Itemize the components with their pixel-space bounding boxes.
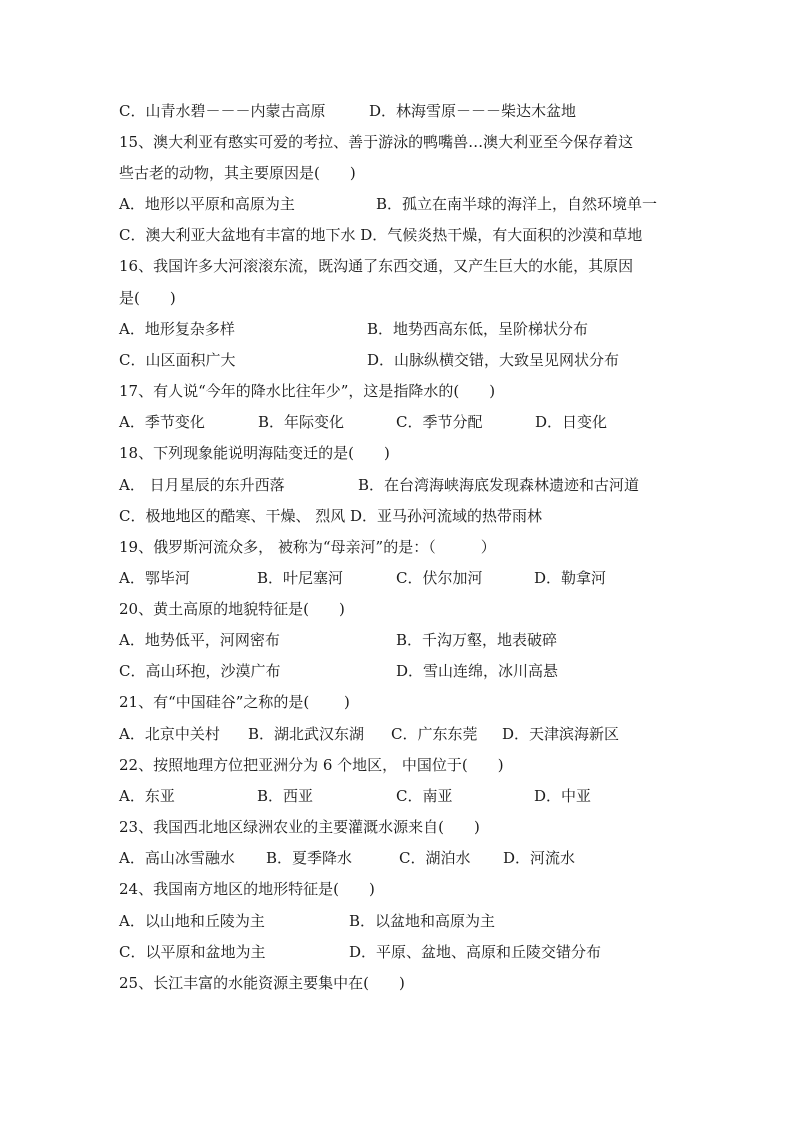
q15-stem-line2: 些古老的动物，其主要原因是( )	[119, 164, 356, 182]
q18-option-b: B．在台湾海峡海底发现森林遗迹和古河道	[358, 476, 640, 494]
q22-stem: 22、按照地理方位把亚洲分为 6 个地区， 中国位于( )	[119, 756, 504, 774]
q19-option-a: A．鄂毕河	[119, 569, 190, 587]
q14-option-c: C．山青水碧－－－内蒙古高原	[119, 102, 326, 120]
q19-option-d: D．勒拿河	[534, 569, 607, 587]
q18-options-cd: C．极地地区的酷寒、干燥、 烈风 D．亚马孙河流域的热带雨林	[119, 507, 543, 525]
q24-stem: 24、我国南方地区的地形特征是( )	[119, 880, 375, 898]
q20-option-d: D．雪山连绵，冰川高悬	[396, 662, 559, 680]
q20-stem: 20、黄土高原的地貌特征是( )	[119, 600, 345, 618]
q14-options-cd	[119, 101, 719, 121]
q23-option-c: C．湖泊水	[399, 849, 471, 867]
q19-stem: 19、俄罗斯河流众多， 被称为“母亲河”的是：（ ）	[119, 538, 496, 556]
q24-option-c: C．以平原和盆地为主	[119, 943, 266, 961]
q21-option-a: A．北京中关村	[119, 725, 220, 743]
q21-option-b: B．湖北武汉东湖	[248, 725, 365, 743]
q24-options-cd	[119, 942, 719, 962]
q23-stem: 23、我国西北地区绿洲农业的主要灌溉水源来自( )	[119, 818, 480, 836]
q21-option-c: C．广东东莞	[391, 725, 478, 743]
q20-option-a: A．地势低平，河网密布	[119, 631, 280, 649]
q16-option-d: D．山脉纵横交错，大致呈见网状分布	[367, 351, 620, 369]
q25-stem: 25、长江丰富的水能资源主要集中在( )	[119, 974, 405, 992]
q17-option-c: C．季节分配	[396, 413, 483, 431]
q17-option-b: B．年际变化	[258, 413, 345, 431]
q17-option-d: D．日变化	[535, 413, 608, 431]
q23-option-d: D．河流水	[503, 849, 576, 867]
q24-option-d: D．平原、盆地、高原和丘陵交错分布	[349, 943, 602, 961]
q21-stem: 21、有“中国硅谷”之称的是( )	[119, 693, 350, 711]
q24-options-ab	[119, 911, 719, 931]
q19-option-b: B．叶尼塞河	[257, 569, 344, 587]
q15-options-ab	[119, 194, 719, 214]
q22-option-d: D．中亚	[534, 787, 592, 805]
q17-option-a: A．季节变化	[119, 413, 205, 431]
q21-option-d: D．天津滨海新区	[502, 725, 620, 743]
q15-stem-line1: 15、澳大利亚有憨实可爱的考拉、善于游泳的鸭嘴兽…澳大利亚至今保存着这	[119, 133, 634, 151]
q20-options-cd	[119, 661, 719, 681]
q19-option-c: C．伏尔加河	[396, 569, 483, 587]
q19-options	[119, 568, 719, 588]
q22-option-b: B．西亚	[257, 787, 314, 805]
q16-option-b: B．地势西高东低，呈阶梯状分布	[367, 320, 589, 338]
q22-options	[119, 786, 719, 806]
q20-option-b: B．千沟万壑，地表破碎	[396, 631, 558, 649]
q17-stem: 17、有人说“今年的降水比往年少”，这是指降水的( )	[119, 382, 496, 400]
q17-options	[119, 412, 719, 432]
q23-options	[119, 848, 719, 868]
q20-option-c: C．高山环抱，沙漠广布	[119, 662, 281, 680]
q24-option-a: A．以山地和丘陵为主	[119, 912, 265, 930]
q23-option-b: B．夏季降水	[266, 849, 353, 867]
q15-option-a: A．地形以平原和高原为主	[119, 195, 295, 213]
q22-option-c: C．南亚	[396, 787, 453, 805]
q18-option-a: A． 日月星辰的东升西落	[119, 476, 285, 494]
q15-options-cd: C．澳大利亚大盆地有丰富的地下水 D．气候炎热干燥，有大面积的沙漠和草地	[119, 226, 643, 244]
q16-option-c: C．山区面积广大	[119, 351, 236, 369]
q15-option-b: B．孤立在南半球的海洋上，自然环境单一	[376, 195, 658, 213]
q18-stem: 18、下列现象能说明海陆变迁的是( )	[119, 444, 390, 462]
q21-options	[119, 724, 719, 744]
q22-option-a: A．东亚	[119, 787, 175, 805]
q23-option-a: A．高山冰雪融水	[119, 849, 235, 867]
q16-options-ab	[119, 319, 719, 339]
q14-option-d: D．林海雪原－－－柴达木盆地	[369, 102, 577, 120]
q16-stem-line1: 16、我国许多大河滚滚东流，既沟通了东西交通，又产生巨大的水能，其原因	[119, 257, 634, 275]
q18-options-ab	[119, 475, 719, 495]
q16-stem-line2: 是( )	[119, 289, 176, 307]
q24-option-b: B．以盆地和高原为主	[349, 912, 496, 930]
q16-option-a: A．地形复杂多样	[119, 320, 235, 338]
q20-options-ab	[119, 630, 719, 650]
q16-options-cd	[119, 350, 719, 370]
